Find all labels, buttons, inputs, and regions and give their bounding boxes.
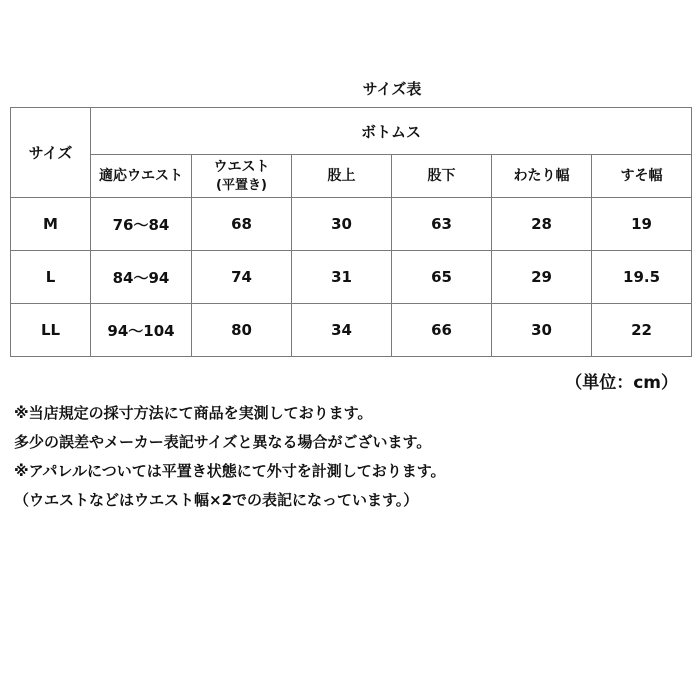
table-cell: 30 — [492, 304, 592, 357]
table-row — [11, 251, 692, 304]
column-header: 適応ウエスト — [91, 155, 192, 198]
table-row — [11, 198, 692, 251]
table-cell: 66 — [392, 304, 492, 357]
size-label: LL — [11, 304, 91, 357]
table-cell: 65 — [392, 251, 492, 304]
note-line: ※当店規定の採寸方法にて商品を実測しております。 — [14, 404, 373, 422]
table-cell: 34 — [292, 304, 392, 357]
table-row — [11, 304, 692, 357]
table-cell: 31 — [292, 251, 392, 304]
table-cell: 76～84 — [91, 198, 192, 251]
note-line: 多少の誤差やメーカー表記サイズと異なる場合がございます。 — [14, 433, 432, 451]
table-cell: 19 — [592, 198, 692, 251]
unit-note: （単位：cm） — [565, 373, 678, 393]
column-header-row — [11, 155, 692, 198]
notes — [14, 399, 690, 515]
table-cell: 63 — [392, 198, 492, 251]
column-header: わたり幅 — [492, 155, 592, 198]
note-line: （ウエストなどはウエスト幅×2での表記になっています。） — [14, 491, 419, 509]
size-label: L — [11, 251, 91, 304]
table-cell: 29 — [492, 251, 592, 304]
note-line: ※アパレルについては平置き状態にて外寸を計測しております。 — [14, 462, 446, 480]
column-header: 股上 — [292, 155, 392, 198]
table-cell: 22 — [592, 304, 692, 357]
table-cell: 94～104 — [91, 304, 192, 357]
column-header: すそ幅 — [592, 155, 692, 198]
size-label: M — [11, 198, 91, 251]
column-header: ウエスト (平置き) — [192, 155, 292, 198]
table-cell: 28 — [492, 198, 592, 251]
group-header: ボトムス — [91, 108, 692, 155]
table-cell: 80 — [192, 304, 292, 357]
page-title: サイズ表 — [362, 80, 422, 98]
column-header: 股下 — [392, 155, 492, 198]
table-cell: 74 — [192, 251, 292, 304]
table-cell: 68 — [192, 198, 292, 251]
size-table — [10, 107, 692, 357]
table-cell: 30 — [292, 198, 392, 251]
table-cell: 19.5 — [592, 251, 692, 304]
size-header: サイズ — [11, 108, 91, 198]
table-cell: 84～94 — [91, 251, 192, 304]
table-header-row — [11, 108, 692, 155]
